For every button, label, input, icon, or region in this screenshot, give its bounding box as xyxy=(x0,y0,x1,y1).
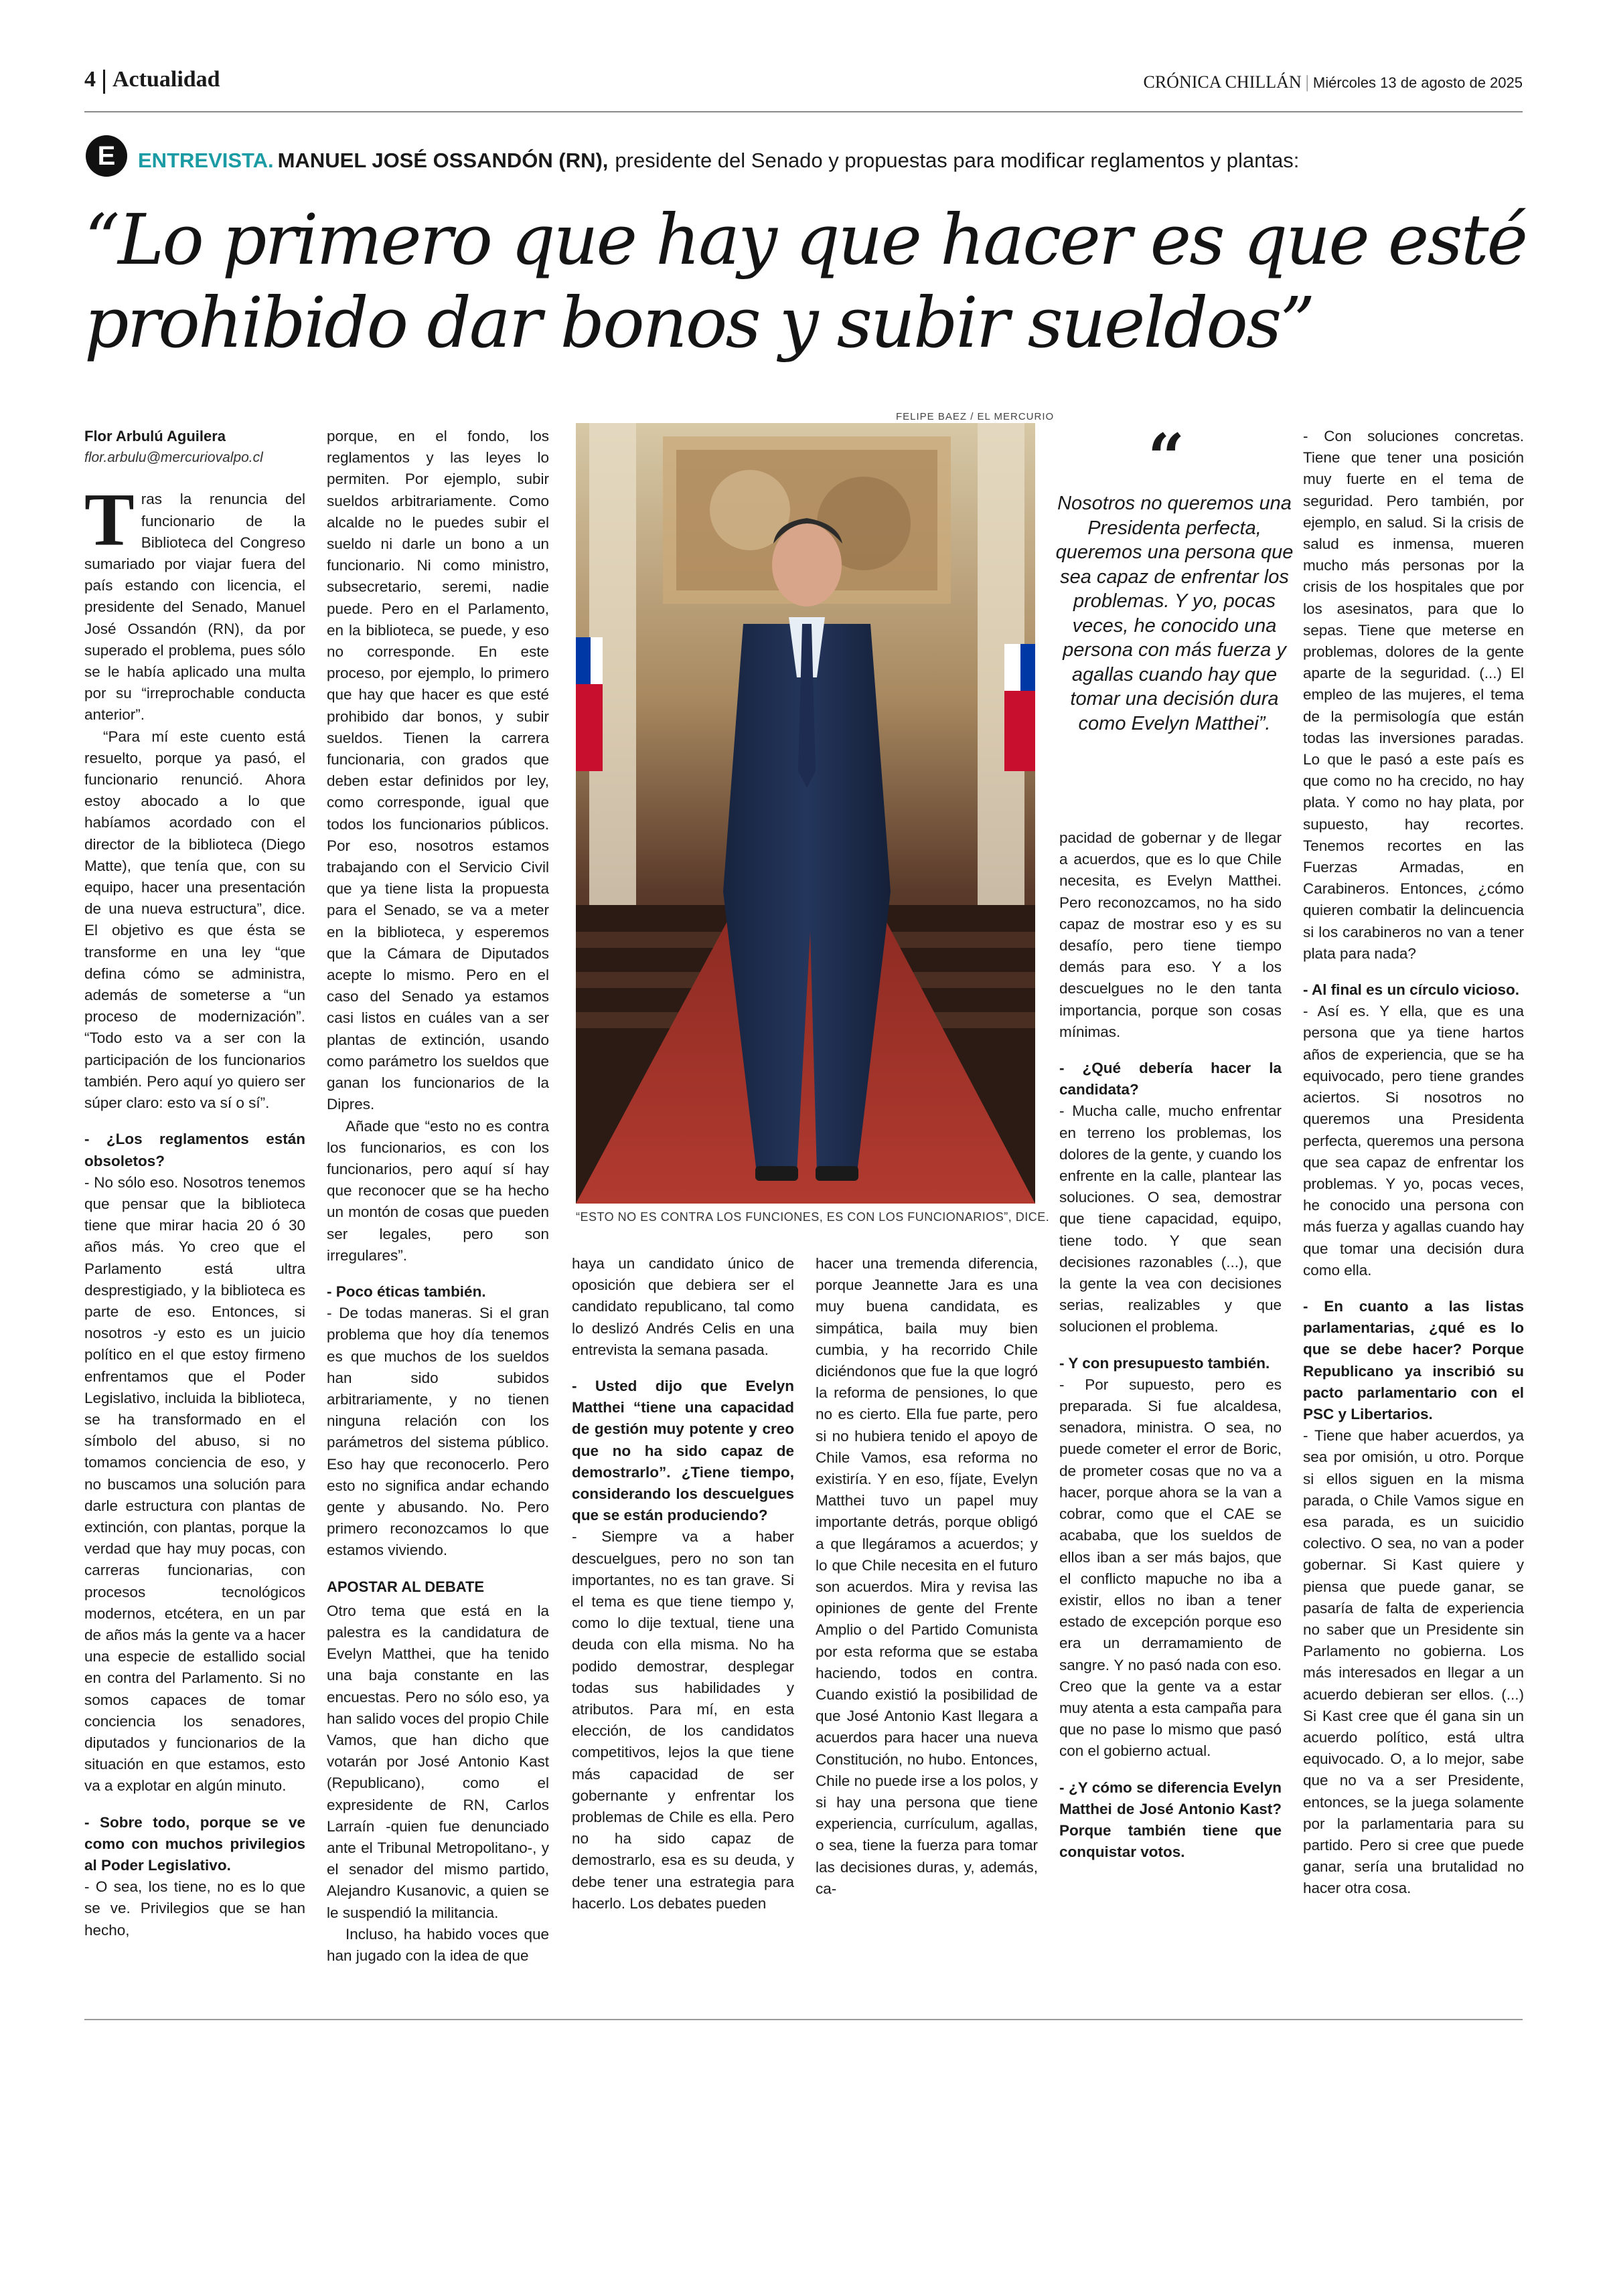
column-1 xyxy=(84,426,305,1941)
column-4 xyxy=(816,1253,1038,1900)
paragraph: “Para mí este cuento está resuelto, porque ya pasó, el funcionario renunció. Ahora estoy abocado a lo que habíamos acordado con el director de la biblioteca (Diego Matte), que tenía que, con su equipo, hacer una presentación de una nueva estructura”, dice. El objetivo es que ésta se transforme en una ley “que defina cómo se administra, además de someterse a “un proceso de modernización”. “Todo esto va a ser con la participación de los funcionarios también. Pero aquí yo quiero ser súper claro: esto va sí o sí”. xyxy=(84,728,305,1112)
drop-cap: T xyxy=(84,479,135,562)
paragraph: haya un candidato único de oposición que debiera ser el candidato republicano, tal como lo deslizó Andrés Celis en una entrevista la semana pasada. xyxy=(572,1255,794,1358)
paragraph: Incluso, ha habido voces que han jugado con la idea de que xyxy=(327,1925,549,1965)
headline: “Lo primero que hay que hacer es que esté prohibido dar bonos y subir sueldos” xyxy=(84,199,1527,363)
masthead: CRÓNICA CHILLÁN | Miércoles 13 de agosto de 2025 xyxy=(1143,72,1523,92)
lead-paragraph: Tras la renuncia del funcionario de la Biblioteca del Congreso sumariado por viajar fuera del país estando con licencia, el presidente del Senado, Manuel José Ossandón (RN), da por superado el problema, pues sólo se le había aplicado una multa por su “irreprochable conducta anterior”. xyxy=(84,479,305,724)
question: - Y con presupuesto también. xyxy=(1059,1354,1270,1372)
answer: - De todas maneras. Si el gran problema que hoy día tenemos es que muchos de los sueldos han sido subidos arbitrariamente, y no tienen ninguna relación con los parámetros del sistema público. Eso hay que reconocerlo. Pero esto no significa andar echando gente y abusando. No. Pero primero reconozcamos lo que estamos viviendo. xyxy=(327,1305,549,1559)
question: - Poco éticas también. xyxy=(327,1283,486,1300)
answer: - Así es. Y ella, que es una persona que ya tiene hartos años de experiencia, que se ha equivocado, pero tiene grandes aciertos. Si nosotros no queremos una Presidenta perfecta, queremos una persona que sea capaz de enfrentar los problemas. Y yo, pocas veces, he conocido una persona con más fuerza y agallas cuando hay que tomar una decisión dura como ella. xyxy=(1303,1003,1524,1279)
photo-caption: “ESTO NO ES CONTRA LOS FUNCIONES, ES CON LOS FUNCIONARIOS”, DICE. xyxy=(576,1210,1050,1224)
question: - Sobre todo, porque se ve como con muchos privilegios al Poder Legislativo. xyxy=(84,1813,305,1874)
newspaper-name: CRÓNICA CHILLÁN xyxy=(1143,72,1302,92)
header-divider xyxy=(103,70,105,94)
kicker-label: ENTREVISTA. xyxy=(138,149,274,172)
paragraph: Otro tema que está en la palestra es la candidatura de Evelyn Matthei, que ha tenido una baja constante en las encuestas. Pero no sólo eso, ya han salido voces del propio Chile Vamos, que han dicho que votarán por José Antonio Kast (Republicano), como el expresidente de RN, Carlos Larraín -quien fue denunciado ante el Tribunal Metropolitano-, y el senador del mismo partido, Alejandro Kusanovic, a quien se le suspendió la militancia. xyxy=(327,1602,549,1921)
kicker-description: presidente del Senado y propuestas para modificar reglamentos y plantas: xyxy=(615,149,1300,172)
footer-rule xyxy=(84,2019,1523,2020)
answer: - No sólo eso. Nosotros tenemos que pensar que la biblioteca tiene que mirar hacia 20 ó 30 años más. Yo creo que el Parlamento está ultra desprestigiado, y la biblioteca es parte de eso. Entonces, si nosotros -y esto es un juicio político en el que estoy firmeno enfrentamos que el Poder Legislativo, incluida la biblioteca, se ha transformado en el símbolo del abuso, si no tomamos conciencia de eso, y no buscamos una solución para darle estructura con plantas de extinción, con plantas, porque la verdad que hay muy pocas, con carreras funcionarias, con procesos tecnológicos modernos, etcétera, en un par de años más la gente va a hacer una especie de estallido social en contra del Parlamento. Si no somos capaces de tomar conciencia los senadores, diputados y funcionarios de la situación en que estamos, esto va a explotar en algún minuto. xyxy=(84,1173,305,1795)
column-2 xyxy=(327,426,549,1967)
column-3 xyxy=(572,1253,794,1914)
quote-mark-icon: “ xyxy=(1148,420,1185,495)
paragraph: pacidad de gobernar y de llegar a acuerdos, que es lo que Chile necesita, es Evelyn Matthei. Pero reconozcamos, no ha sido capaz de mostrar eso y es su desafío, pero tiene tiempo demás para eso. Y a los descuelgues no le den tanta importancia, porque son cosas mínimas. xyxy=(1059,829,1282,1040)
kicker-line xyxy=(138,149,1299,173)
section-title: Actualidad xyxy=(112,67,220,92)
pull-quote: Nosotros no queremos una Presidenta perfecta, queremos una persona que sea capaz de enfrentar los problemas. Y yo, pocas veces, he conocido una persona con más fuerza y agallas cuando hay que tomar una decisión dura como Evelyn Matthei”. xyxy=(1055,493,1294,734)
column-5 xyxy=(1059,827,1282,1863)
question: - En cuanto a las listas parlamentarias, ¿qué es lo que se debe hacer? Porque Republicano ya inscribió su pacto parlamentario con el PSC y Libertarios. xyxy=(1303,1297,1524,1422)
page-number: 4 xyxy=(84,67,96,92)
question: - Al final es un círculo vicioso. xyxy=(1303,981,1519,999)
question: - ¿Y cómo se diferencia Evelyn Matthei de José Antonio Kast? Porque también tiene que conquistar votos. xyxy=(1059,1779,1282,1861)
byline-author: Flor Arbulú Aguilera xyxy=(84,428,226,444)
answer: - O sea, los tiene, no es lo que se ve. Privilegios que se han hecho, xyxy=(84,1878,305,1939)
photo-credit: FELIPE BAEZ / EL MERCURIO xyxy=(896,411,1055,422)
portrait-photo xyxy=(576,423,1035,1204)
question: - Usted dijo que Evelyn Matthei “tiene una capacidad de gestión muy potente y creo que no ha sido capaz de demostrarlo”. ¿Tiene tiempo, considerando los descuelgues que se están produciendo? xyxy=(572,1378,794,1524)
paragraph: porque, en el fondo, los reglamentos y las leyes lo permiten. Por ejemplo, subir sueldos arbitrariamente. Como alcalde no le puedes subir el sueldo ni darle un bono a un funcionario. Ni como ministro, subsecretario, seremi, nadie puede. Pero en el Parlamento, en la biblioteca, se puede, y eso no corresponde. En este proceso, por ejemplo, lo primero que hay que hacer es que esté prohibido dar bonos, y subir sueldos. Tienen la carrera funcionaria, con grados que deben estar definidos por ley, como corresponde, igual que todos los funcionarios públicos. Por eso, nosotros estamos trabajando con el Servicio Civil que ya tiene lista la propuesta para el Senado, se va a meter en la biblioteca, y esperemos que la Cámara de Diputados acepte lo mismo. Pero en el caso del Senado ya estamos casi listos en cuáles van a ser plantas de extinción, usando como parámetro los sueldos que ganan los funcionarios de la Dipres. xyxy=(327,428,549,1113)
paragraph: hacer una tremenda diferencia, porque Jeannette Jara es una muy buena candidata, es simpática, baila muy bien cumbia, y ha recorrido Chile diciéndonos que fue la que logró la reforma de pensiones, lo que no es cierto. Ella fue parte, pero si no hubiera tenido el apoyo de Chile Vamos, esa reforma no existiría. Y en eso, fíjate, Evelyn Matthei tuvo un papel muy importante detrás, porque obligó a que llegáramos a acuerdos; y lo que Chile necesita en el futuro son acuerdos. Mira y revisa las opiniones de gente del Frente Amplio o del Partido Comunista por esta reforma que se estaba haciendo, todos en contra. Cuando existió la posibilidad de que José Antonio Kast llegara a acuerdos para hacer una nueva Constitución, no hubo. Entonces, Chile no puede irse a los polos, y si hay una persona que tiene experiencia, currículum, agallas, o sea, tiene la fuerza para tomar las decisiones duras, y, además, ca- xyxy=(816,1255,1038,1897)
senate-hall-portrait-image xyxy=(576,423,1035,1204)
answer: - Por supuesto, pero es preparada. Si fue alcaldesa, senadora, ministra. O sea, no puede cometer el error de Boric, de prometer cosas que no va a hacer, porque ahora se la van a cobrar, como que el CAE se acababa, que los sueldos de ellos iban a ser más bajos, que el conflicto mapuche no iba a existir, ellos no iban a tener estado de excepción porque eso era un derramamiento de sangre. Y no pasó nada con eso. Creo que la gente va a estar muy atenta a esta campaña para que no pase lo mismo que pasó con el gobierno actual. xyxy=(1059,1376,1282,1760)
answer: - Mucha calle, mucho enfrentar en terreno los problemas, los dolores de la gente, y cuando los enfrente en la calle, plantear las soluciones. O sea, demostrar que tiene capacidad, equipo, tiene todo. Y que sean decisiones razonables (...), que la gente la vea con decisiones serias, realizables y que solucionen el problema. xyxy=(1059,1102,1282,1335)
issue-date: Miércoles 13 de agosto de 2025 xyxy=(1312,74,1523,91)
subheading: APOSTAR AL DEBATE xyxy=(327,1578,485,1595)
header-rule xyxy=(84,111,1523,112)
column-6 xyxy=(1303,426,1524,1900)
byline-email: flor.arbulu@mercuriovalpo.cl xyxy=(84,450,263,466)
question: - ¿Los reglamentos están obsoletos? xyxy=(84,1131,305,1169)
paragraph: Añade que “esto no es contra los funcionarios, es con los funcionarios, pero aquí sí hay que reconocer que se ha hecho un montón de cosas que pueden ser legales, pero son irregulares”. xyxy=(327,1117,549,1264)
answer: - Con soluciones concretas. Tiene que tener una posición muy fuerte en el tema de seguridad. Pero también, por ejemplo, en salud. Si la crisis de salud es inmensa, mueren mucho más personas por la crisis de los hospitales que por los asesinatos, para que lo sepas. Tiene que meterse en problemas, dolores de la gente aparte de la seguridad. (...) El empleo de las mujeres, el tema de la permisología que están todas las inversiones paradas. Lo que le pasó a este país es que como no ha crecido, no hay plata. Y como no hay plata, por supuesto, hay recortes. Tenemos recortes en las Fuerzas Armadas, en Carabineros. Entonces, ¿cómo quieren combatir la delincuencia si los carabineros no van a tener plata para nada? xyxy=(1303,428,1524,962)
kicker-subject: MANUEL JOSÉ OSSANDÓN (RN), xyxy=(277,149,609,172)
question: - ¿Qué debería hacer la candidata? xyxy=(1059,1060,1282,1098)
answer: - Siempre va a haber descuelgues, pero no son tan importantes, no es tan grave. Si el tema es que tiene tiempo y, como lo dije textual, tiene una deuda con ella misma. No ha podido demostrar, desplegar todas sus habilidades y atributos. Para mí, en esta elección, de los candidatos competitivos, lejos la que tiene más capacidad de ser gobernante y enfrentar los problemas de Chile es ella. Pero no ha sido capaz de demostrarlo, esa es su deuda, y debe tener una estrategia para hacerlo. Los debates pueden xyxy=(572,1528,794,1912)
answer: - Tiene que haber acuerdos, ya sea por omisión, u otro. Porque si ellos siguen en la misma parada, o Chile Vamos sigue en esa parada, es un suicidio colectivo. O sea, no van a poder gobernar. Si Kast quiere y piensa que puede ganar, se pasaría de falta de experiencia no saber que un Presidente sin Parlamento no gobierna. Los más interesados en llegar a un acuerdo debieran ser ellos. (...) Si Kast cree que él gana sin un acuerdo político, está ultra equivocado. O, a lo mejor, sabe que no va a ser Presidente, entonces, se la juega solamente por la parlamentaria para su partido. Pero si cree que puede ganar, sería una brutalidad no hacer otra cosa. xyxy=(1303,1427,1524,1897)
interview-badge-icon: E xyxy=(86,135,127,177)
